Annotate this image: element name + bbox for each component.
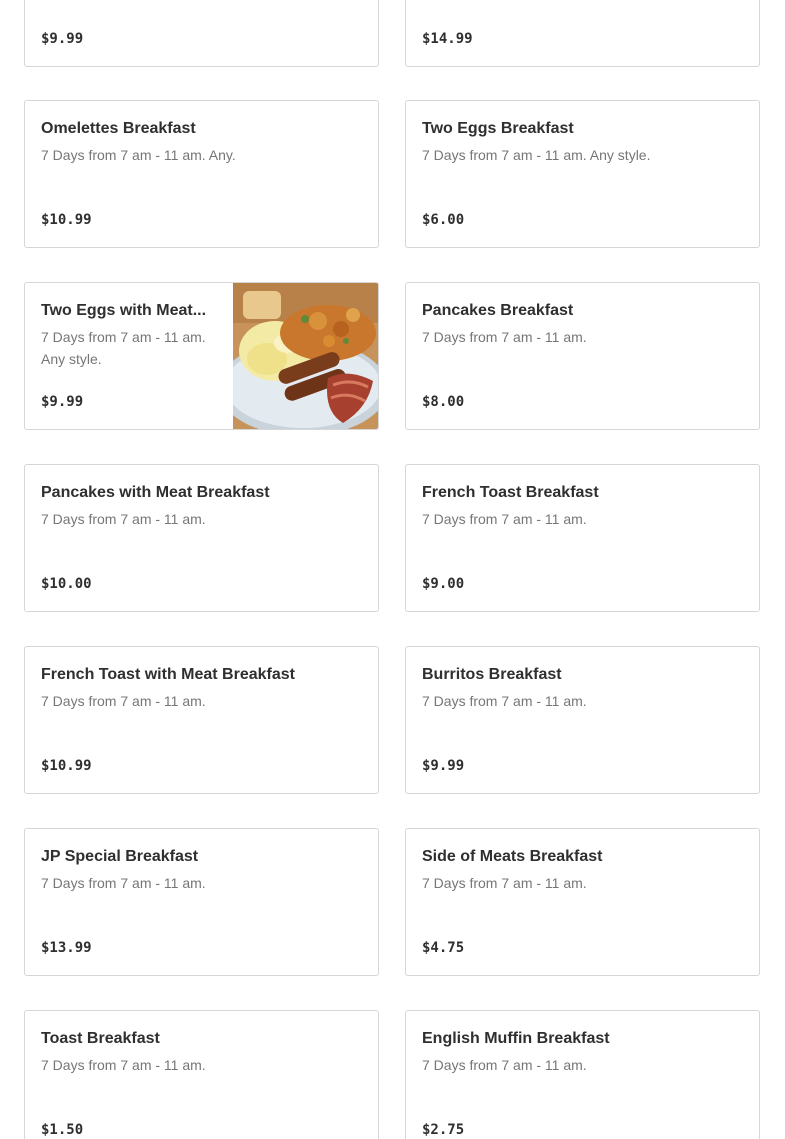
menu-item-description: 7 Days from 7 am - 11 am. [41,693,206,709]
menu-item-card[interactable] [24,464,379,612]
menu-item-description: 7 Days from 7 am - 11 am. [422,1057,587,1073]
menu-item-text [422,119,743,247]
menu-item-price: $10.00 [41,576,92,592]
menu-item-description: 7 Days from 7 am - 11 am. Any. [41,147,236,163]
menu-item-photo [233,283,378,430]
menu-item-price: $14.99 [422,31,473,47]
menu-item-card[interactable] [24,100,379,248]
menu-item-description: 7 Days from 7 am - 11 am. [422,329,587,345]
menu-item-card[interactable] [405,464,760,612]
menu-item-description: 7 Days from 7 am - 11 am. [422,511,587,527]
menu-item-text [422,847,743,975]
menu-item-description: 7 Days from 7 am - 11 am. [41,1057,206,1073]
menu-item-description: 7 Days from 7 am - 11 am. [41,875,206,891]
menu-item-card[interactable] [405,282,760,430]
menu-item-name: Burritos Breakfast [422,666,562,683]
menu-item-text [422,665,743,793]
menu-item-name: English Muffin Breakfast [422,1030,610,1047]
menu-item-card[interactable] [24,282,379,430]
menu-item-card[interactable] [24,646,379,794]
menu-item-text [422,301,743,429]
menu-item-price: $10.99 [41,758,92,774]
menu-item-text [41,0,362,66]
menu-item-text [41,1029,362,1139]
menu-item-name: Toast Breakfast [41,1030,160,1047]
menu-item-card[interactable] [24,1010,379,1139]
menu-item-card[interactable] [405,1010,760,1139]
breakfast-plate-illustration [233,283,378,430]
menu-item-card[interactable] [24,828,379,976]
menu-item-name: Two Eggs with Meat... [41,302,207,319]
menu-item-description: 7 Days from 7 am - 11 am. [422,875,587,891]
menu-item-name: Side of Meats Breakfast [422,848,603,865]
menu-item-name: Pancakes Breakfast [422,302,574,319]
menu-item-name: French Toast Breakfast [422,484,599,501]
menu-item-description: 7 Days from 7 am - 11 am. [41,511,206,527]
menu-item-price: $6.00 [422,212,465,228]
menu-item-price: $13.99 [41,940,92,956]
menu-item-price: $8.00 [422,394,465,410]
menu-item-card[interactable] [405,100,760,248]
menu-item-name: Pancakes with Meat Breakfast [41,484,270,501]
menu-item-description: 7 Days from 7 am - 11 am. Any style. [41,329,206,367]
menu-item-price: $9.99 [41,31,84,47]
menu-item-price: $4.75 [422,940,465,956]
menu-item-price: $9.99 [41,394,84,410]
menu-item-card[interactable] [405,646,760,794]
menu-item-name: French Toast with Meat Breakfast [41,666,295,683]
menu-item-name: Two Eggs Breakfast [422,120,574,137]
menu-item-description: 7 Days from 7 am - 11 am. Any style. [422,147,651,163]
menu-item-price: $9.00 [422,576,465,592]
menu-item-description: 7 Days from 7 am - 11 am. [422,693,587,709]
menu-item-price: $1.50 [41,1122,84,1138]
menu-item-price: $2.75 [422,1122,465,1138]
menu-item-name: Omelettes Breakfast [41,120,196,137]
menu-item-price: $10.99 [41,212,92,228]
menu-item-name: JP Special Breakfast [41,848,199,865]
menu-item-card[interactable] [405,0,760,67]
menu-item-text [422,483,743,611]
menu-item-card[interactable] [24,0,379,67]
menu-item-text [422,1029,743,1139]
menu-item-price: $9.99 [422,758,465,774]
menu-item-card[interactable] [405,828,760,976]
